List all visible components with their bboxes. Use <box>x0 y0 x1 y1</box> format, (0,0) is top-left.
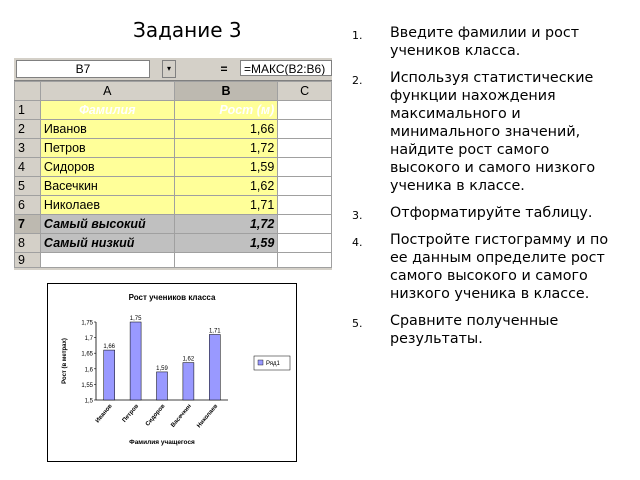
empty-cell[interactable] <box>278 101 332 120</box>
chart-canvas <box>48 284 296 461</box>
select-all-corner[interactable] <box>15 82 41 101</box>
column-header-row <box>15 82 332 101</box>
table-row <box>15 177 332 196</box>
spreadsheet-grid <box>14 81 332 268</box>
empty-cell[interactable] <box>174 253 278 268</box>
name-box[interactable]: B7 <box>16 60 150 78</box>
chart-bar <box>183 363 194 400</box>
row-header[interactable]: 5 <box>15 177 41 196</box>
x-tick-label: Иванов <box>94 403 114 425</box>
column-header-a[interactable]: A <box>40 82 174 101</box>
task-number: 5. <box>352 317 363 330</box>
height-cell[interactable]: 1,62 <box>174 177 278 196</box>
empty-cell[interactable] <box>278 253 332 268</box>
surname-cell[interactable]: Васечкин <box>40 177 174 196</box>
y-tick-label: 1,6 <box>84 367 93 374</box>
max-value-cell[interactable]: 1,72 <box>174 215 278 234</box>
chart-bar <box>104 350 115 400</box>
y-tick-label: 1,75 <box>81 320 93 327</box>
bar-value-label: 1,62 <box>182 356 195 363</box>
empty-cell[interactable] <box>40 253 174 268</box>
legend-swatch <box>258 360 263 365</box>
column-header-b[interactable]: B <box>174 82 278 101</box>
x-tick-label: Николаев <box>196 403 220 430</box>
table-row <box>15 158 332 177</box>
x-tick-label: Васечкин <box>170 403 193 429</box>
row-header[interactable]: 2 <box>15 120 41 139</box>
task-item <box>352 69 620 195</box>
row-header[interactable]: 6 <box>15 196 41 215</box>
bar-value-label: 1,75 <box>129 316 142 322</box>
chart-bar <box>157 372 168 400</box>
row-header[interactable]: 1 <box>15 101 41 120</box>
row-header[interactable]: 8 <box>15 234 41 253</box>
header-cell-height[interactable]: Рост (м) <box>174 101 278 120</box>
empty-cell[interactable] <box>278 120 332 139</box>
task-list <box>352 24 620 357</box>
chart-bar <box>209 334 220 400</box>
spreadsheet-window <box>14 58 332 270</box>
name-box-dropdown-icon[interactable]: ▾ <box>162 60 176 78</box>
column-header-c[interactable]: C <box>278 82 332 101</box>
x-tick-label: Петров <box>121 403 141 424</box>
table-row <box>15 215 332 234</box>
legend-label: Ряд1 <box>266 361 280 367</box>
chart-title: Рост учеников класса <box>128 293 216 302</box>
table-row <box>15 139 332 158</box>
surname-cell[interactable]: Сидоров <box>40 158 174 177</box>
table-row <box>15 101 332 120</box>
bar-value-label: 1,66 <box>103 344 116 351</box>
bar-value-label: 1,71 <box>208 328 221 335</box>
row-header[interactable]: 9 <box>15 253 41 268</box>
task-text: Отформатируйте таблицу. <box>390 205 593 221</box>
y-axis-label: Рост (в метрах) <box>62 338 68 384</box>
task-text: Постройте гистограмму и по ее данным определите рост самого высокого и самого низкого ученика в классе. <box>390 232 609 302</box>
task-item <box>352 231 620 303</box>
header-cell-surname[interactable]: Фамилия <box>40 101 174 120</box>
height-cell[interactable]: 1,59 <box>174 158 278 177</box>
row-header[interactable]: 7 <box>15 215 41 234</box>
bar-value-label: 1,59 <box>156 365 168 372</box>
y-tick-label: 1,55 <box>81 382 93 389</box>
min-label-cell[interactable]: Самый низкий <box>40 234 174 253</box>
height-cell[interactable]: 1,72 <box>174 139 278 158</box>
height-cell[interactable]: 1,71 <box>174 196 278 215</box>
task-number: 1. <box>352 29 363 42</box>
formula-bar <box>14 58 332 81</box>
empty-cell[interactable] <box>278 177 332 196</box>
table-row <box>15 253 332 268</box>
task-text: Используя статистические функции нахождения максимального и минимального значений, найдите рост самого высокого и самого низкого ученика в классе. <box>390 70 596 194</box>
surname-cell[interactable]: Петров <box>40 139 174 158</box>
formula-input[interactable]: =МАКС(B2:B6) <box>240 60 332 76</box>
task-number: 4. <box>352 236 363 249</box>
row-header[interactable]: 4 <box>15 158 41 177</box>
surname-cell[interactable]: Николаев <box>40 196 174 215</box>
height-cell[interactable]: 1,66 <box>174 120 278 139</box>
x-tick-label: Сидоров <box>144 403 167 428</box>
empty-cell[interactable] <box>278 139 332 158</box>
table-row <box>15 196 332 215</box>
empty-cell[interactable] <box>278 215 332 234</box>
height-chart[interactable] <box>47 283 297 462</box>
surname-cell[interactable]: Иванов <box>40 120 174 139</box>
task-number: 2. <box>352 74 363 87</box>
task-item <box>352 24 620 60</box>
row-header[interactable]: 3 <box>15 139 41 158</box>
task-text: Сравните полученные результаты. <box>390 313 559 347</box>
task-number: 3. <box>352 209 363 222</box>
x-axis-label: Фамилия учащегося <box>129 439 195 446</box>
task-item <box>352 312 620 348</box>
task-text: Введите фамилии и рост учеников класса. <box>390 25 580 59</box>
min-value-cell[interactable]: 1,59 <box>174 234 278 253</box>
insert-function-button[interactable]: = <box>220 62 228 76</box>
empty-cell[interactable] <box>278 158 332 177</box>
max-label-cell[interactable]: Самый высокий <box>40 215 174 234</box>
task-item <box>352 204 620 222</box>
slide-title: Задание 3 <box>133 18 242 42</box>
table-row <box>15 234 332 253</box>
chart-bar <box>130 322 141 400</box>
y-tick-label: 1,65 <box>81 351 93 358</box>
y-tick-label: 1,7 <box>84 336 93 343</box>
empty-cell[interactable] <box>278 234 332 253</box>
y-tick-label: 1,5 <box>84 398 93 405</box>
table-row <box>15 120 332 139</box>
empty-cell[interactable] <box>278 196 332 215</box>
